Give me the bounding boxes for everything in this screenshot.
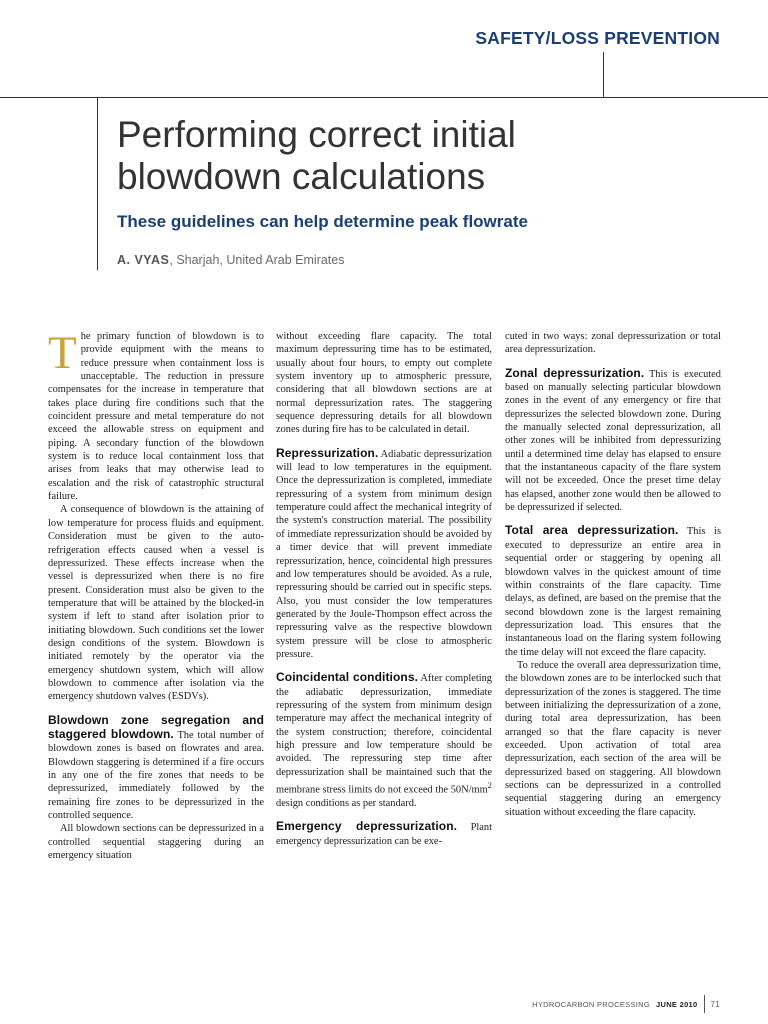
title-line-2: blowdown calculations	[117, 156, 486, 197]
author-location: , Sharjah, United Arab Emirates	[169, 253, 345, 267]
page-footer	[532, 995, 720, 1013]
body-column-2	[276, 330, 492, 848]
publication-name: HYDROCARBON PROCESSING	[532, 999, 651, 1009]
section-heading: Emergency depressurization.	[276, 819, 458, 834]
paragraph	[48, 714, 264, 823]
paragraph: All blowdown sections can be depressurized in a controlled sequential staggering during an emergency situation	[48, 823, 264, 862]
paragraph: To reduce the overall area depressurization time, the blowdown zones are to be interlocked such that depressurization of the zones is staggered. The time between initializing the depressurization of a zone, during total area depressurization, has been arranged so that the flare capacity is never exceeded. Upon activation of total area depressurization, each section of the area will be depressurized based on staggering. All blowdown sections can be depressurized in a controlled sequential staggering during an emergency situation without exceeding the flare capacity.	[505, 659, 721, 818]
body-column-3	[505, 330, 721, 819]
paragraph-text: he primary function of blowdown is to provide equipment with the means to reduce pressure when containment loss is unacceptable. The reduction in pressure compensates for the increase in temperature that takes place during fire conditions such that the coincident pressure and metal temperature do not exceed the allowable stress on equipment and piping. A secondary function of the blowdown system is to reduce local containment loss that arises from leaks that may otherwise lead to escalation and the risk of catastrophic structural failure.	[48, 331, 264, 503]
paragraph-text: Plant emergency depressurization can be exe-	[276, 822, 492, 847]
paragraph	[276, 820, 492, 848]
paragraph	[276, 671, 492, 810]
article-title	[117, 114, 677, 198]
section-label: SAFETY/LOSS PREVENTION	[475, 28, 720, 48]
section-heading: Repressurization.	[276, 445, 379, 460]
paragraph: A consequence of blowdown is the attaining of low temperature for process fluids and equipment. Consideration must be given to the auto-refrigeration effects caused when a vessel is depressurized. These effects increase when the vessel is depressurized when there is no fire present. Consideration must also be given to the temperature that will be attained by the blocked-in system if left to stand after isolation prior to initiating blowdown. Such conditions set the lower design conditions of the system. Blowdown is initiated remotely by the operator via the emergency shutdown system, which will allow blowdown to commence after isolation via the emergency shutdown valves (ESDVs).	[48, 504, 264, 703]
section-heading: Zonal depressurization.	[505, 365, 645, 380]
paragraph-text: Adiabatic depressurization will lead to low temperatures in the equipment. Once the depressurization is completed, immediate repressuring of a system from minimum design temperature could affect the mechanical integrity of the system's construction material. The possibility of immediate repressurization should be avoided by a timer device that will prevent immediate repressurization, hence, coincidental high pressures and low temperatures should be avoided. As a rule, repressuring should be carried out in specific steps. Also, you must consider the low temperatures generated by the Joule-Thompson effect across the repressuring valve as the respective blowdown system pressure will be close to atmospheric pressure.	[276, 448, 492, 660]
title-line-1: Performing correct initial	[117, 114, 516, 155]
paragraph	[505, 524, 721, 658]
paragraph-text: This is executed to depressurize an entire area in sequential order or staggering by opening all blowdown valves in the quickest amount of time within constraints of the flare capacity. Time delays, as defined, are based on the premise that the second blowdown zone is the largest remaining depressurization load. This ensures that the instantaneous load on the flaring system following the time delay will not exceed the flare capacity.	[505, 526, 721, 658]
paragraph	[505, 367, 721, 515]
body-column-1	[48, 327, 264, 862]
header-rule	[0, 97, 768, 98]
paragraph-text: This is executed based on manually selecting particular blowdown zones in the event of any emergency or fire that depressurizes the selected blowdown zone. During the manually selected zonal depressurization, all other zones will be inhibited from depressurizing until a determined time delay has elapsed to ensure that the instantaneous capacity of the flare system will not be exceeded. Once the preset time delay has elapsed, another zone would then be allowed to be depressurized if selected.	[505, 368, 721, 514]
issue-date: JUNE 2010	[656, 999, 698, 1009]
title-accent-rule	[97, 98, 98, 270]
section-heading: Total area depressurization.	[505, 523, 679, 538]
paragraph: without exceeding flare capacity. The total maximum depressuring time has to be estimated, usually about four hours, to empty out complete system inventory up to atmospheric pressure, considering that all blowdown sections are at normal depressurization rates. The staggering sequence depressuring details for all blowdown zones during fire has to be calculated in detail.	[276, 331, 492, 436]
section-heading: Coincidental conditions.	[276, 670, 419, 685]
superscript: 2	[487, 780, 492, 790]
paragraph-text: design conditions as per standard.	[276, 797, 417, 809]
article-subtitle: These guidelines can help determine peak flowrate	[117, 212, 528, 231]
byline	[117, 253, 344, 267]
paragraph	[48, 327, 264, 503]
drop-cap: T	[48, 327, 77, 379]
header-divider-tick	[603, 52, 604, 98]
section-heading: Blowdown zone segregation and staggered blowdown.	[48, 712, 264, 741]
paragraph-text: The total number of blowdown zones is based on flowrates and area. Blowdown staggering is determined if a fire occurs in any one of the fire zones that needs to be depressurized, immediately followed by the remaining fire zones to be depressurized in the controlled sequence.	[48, 729, 264, 822]
footer-divider	[704, 995, 705, 1013]
page-number: 71	[710, 999, 720, 1009]
paragraph-text: After completing the adiabatic depressurization, immediate repressuring of the system from minimum design temperature may affect the mechanical integrity of the system construction; therefore, coincidental high pressure and low temperature should be avoided. The repressuring step time after depressurization shall be maintained such that the membrane stress limits do not exceed the 50N/mm	[276, 673, 492, 796]
paragraph	[276, 447, 492, 662]
author-name: A. VYAS	[117, 253, 170, 267]
paragraph: cuted in two ways: zonal depressurization or total area depressurization.	[505, 331, 721, 356]
